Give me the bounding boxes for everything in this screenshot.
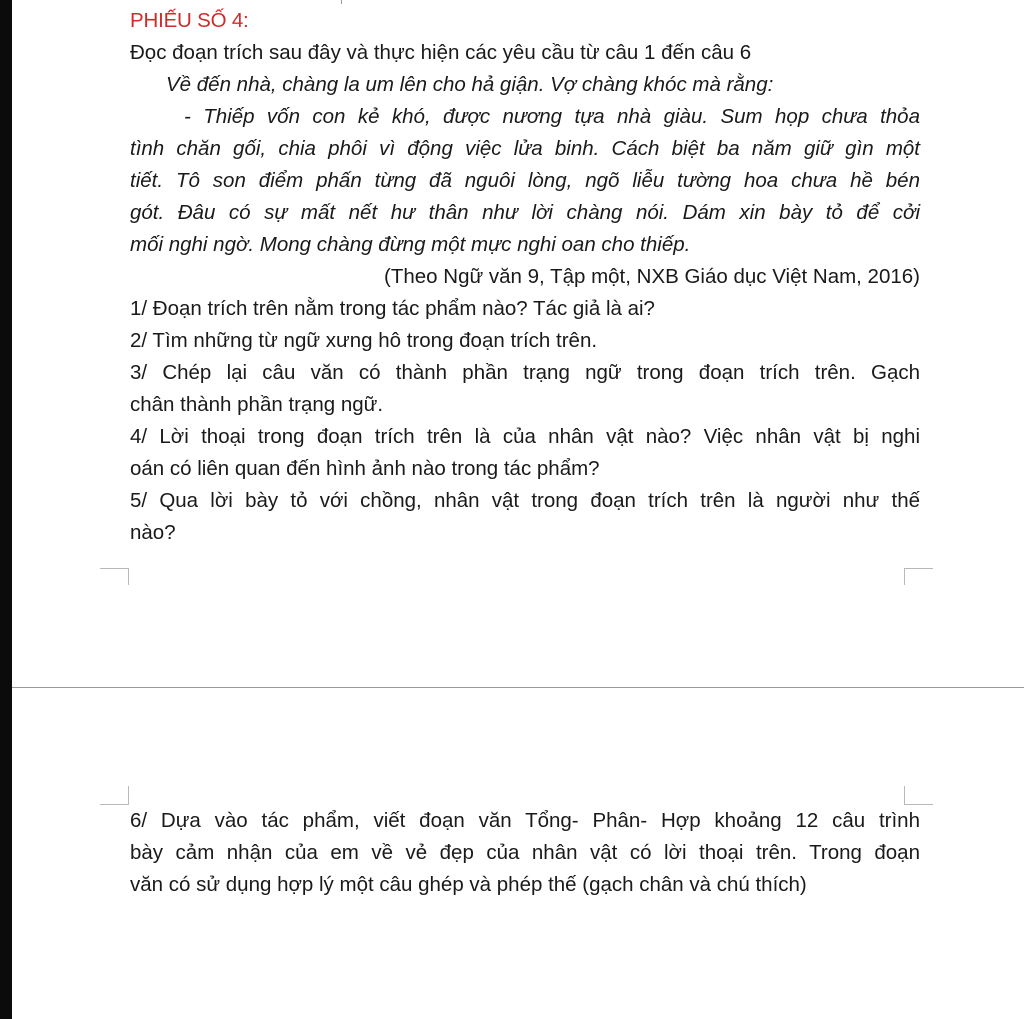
question-6-line-2: bày cảm nhận của em về vẻ đẹp của nhân vật có lời thoại trên. Trong đoạn	[130, 841, 920, 864]
question-4-line-1: 4/ Lời thoại trong đoạn trích trên là của nhân vật nào? Việc nhân vật bị nghi	[130, 425, 920, 448]
margin-corner-mark	[100, 786, 129, 805]
document-page	[12, 0, 1024, 1019]
page-top-tick	[341, 0, 342, 4]
excerpt-line-2: - Thiếp vốn con kẻ khó, được nương tựa nhà giàu. Sum họp chưa thỏa	[184, 105, 920, 128]
excerpt-line-3: tình chăn gối, chia phôi vì động việc lửa binh. Cách biệt ba năm giữ gìn một	[130, 137, 920, 160]
left-dark-edge	[0, 0, 12, 1019]
margin-corner-mark	[904, 568, 933, 585]
question-6-line-3: văn có sử dụng hợp lý một câu ghép và phép thế (gạch chân và chú thích)	[130, 873, 807, 896]
page-break-divider	[12, 687, 1024, 688]
question-5-line-2: nào?	[130, 521, 176, 544]
question-5-line-1: 5/ Qua lời bày tỏ với chồng, nhân vật trong đoạn trích trên là người như thế	[130, 489, 920, 512]
question-3-line-2: chân thành phần trạng ngữ.	[130, 393, 384, 416]
margin-corner-mark	[100, 568, 129, 585]
margin-corner-mark	[904, 786, 933, 805]
excerpt-line-4: tiết. Tô son điểm phấn từng đã nguôi lòng, ngõ liễu tường hoa chưa hề bén	[130, 169, 920, 192]
worksheet-title: PHIẾU SỐ 4:	[130, 9, 249, 32]
question-6-line-1: 6/ Dựa vào tác phẩm, viết đoạn văn Tổng- Phân- Hợp khoảng 12 câu trình	[130, 809, 920, 832]
question-2: 2/ Tìm những từ ngữ xưng hô trong đoạn trích trên.	[130, 329, 598, 352]
question-3-line-1: 3/ Chép lại câu văn có thành phần trạng ngữ trong đoạn trích trên. Gạch	[130, 361, 920, 384]
question-4-line-2: oán có liên quan đến hình ảnh nào trong tác phẩm?	[130, 457, 600, 480]
question-1: 1/ Đoạn trích trên nằm trong tác phẩm nào? Tác giả là ai?	[130, 297, 655, 320]
excerpt-line-1: Về đến nhà, chàng la um lên cho hả giận. Vợ chàng khóc mà rằng:	[166, 73, 774, 96]
source-citation: (Theo Ngữ văn 9, Tập một, NXB Giáo dục Việt Nam, 2016)	[384, 265, 920, 288]
excerpt-line-5: gót. Đâu có sự mất nết hư thân như lời chàng nói. Dám xin bày tỏ để cởi	[130, 201, 920, 224]
instruction-line: Đọc đoạn trích sau đây và thực hiện các yêu cầu từ câu 1 đến câu 6	[130, 41, 752, 64]
excerpt-line-6: mối nghi ngờ. Mong chàng đừng một mực nghi oan cho thiếp.	[130, 233, 691, 256]
